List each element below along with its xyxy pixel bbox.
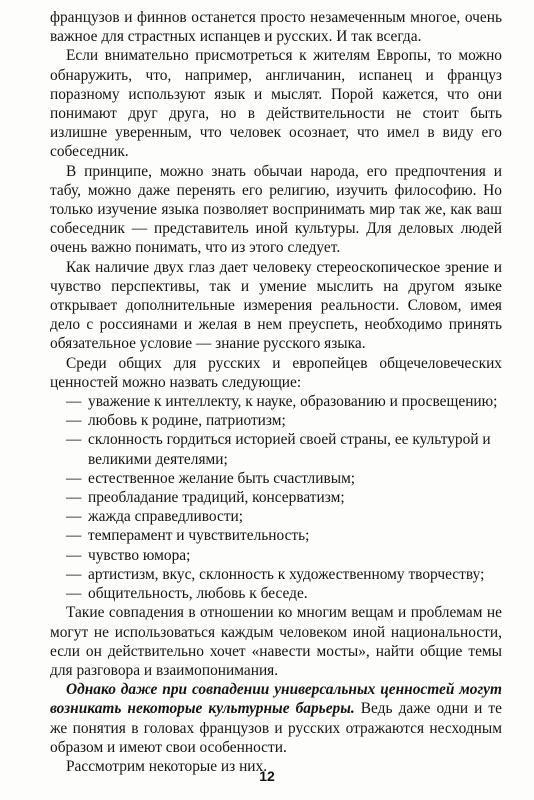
paragraph-emphasis [50, 680, 502, 757]
list-item: — артистизм, вкус, склонность к художественному творчеству; [66, 565, 485, 583]
values-list [50, 392, 502, 603]
paragraph-5: Среди общих для русских и европейцев общечеловеческих ценностей можно назвать следующие: [50, 354, 502, 391]
paragraph-2: Если внимательно присмотреться к жителям Европы, то можно обнаружить, что, например, англичанин, испанец и француз поразному используют язык и мыслят. Порой кажется, что они понимают друг друга, но в действительности не стоит быть излишне уверенным, что человек осознает, что имел в виду его собеседник. [50, 47, 502, 161]
list-item: — общительность, любовь к беседе. [66, 585, 308, 603]
list-item: — темперамент и чувствительность; [66, 527, 310, 545]
paragraph-last: Рассмотрим некоторые из них. [66, 757, 268, 775]
list-item: — преобладание традиций, консерватизм; [66, 489, 345, 507]
list-item: — естественное желание быть счастливым; [66, 469, 356, 487]
dash-marker: — [66, 489, 82, 507]
list-item: — чувство юмора; [66, 546, 191, 564]
dash-marker: — [66, 565, 82, 583]
page-body [50, 8, 502, 776]
paragraph-4: Как наличие двух глаз дает человеку стереоскопическое зрение и чувство перспективы, так и умение мыслить на другом языке открывает дополнительные измерения реальности. Словом, имея дело с россиянами и желая в нем преуспеть, необходимо принять обязательное условие — знание русского языка. [50, 258, 502, 353]
dash-marker: — [66, 527, 82, 545]
emphasis-continuation: Ведь даже одни и те же понятия в головах французов и русских отражаются несходным образом и имеют свои особенности. [50, 700, 502, 756]
dash-marker: — [66, 431, 82, 449]
paragraph-3: В принципе, можно знать обычаи народа, его предпочтения и табу, можно даже перенять его религию, изучить философию. Но только изучение языка позволяет воспринимать мир так же, как ваш собеседник — представитель иной культуры. Для деловых людей очень важно понимать, что из этого следует. [50, 162, 502, 257]
dash-marker: — [66, 508, 82, 526]
list-item: — уважение к интеллекту, к науке, образованию и просвещению; [66, 393, 498, 411]
paragraph-1: французов и финнов останется просто незамеченным многое, очень важное для страстных испанцев и русских. И так всегда. [50, 9, 502, 46]
dash-marker: — [66, 585, 82, 603]
list-item: — любовь к родине, патриотизм; [66, 412, 286, 430]
dash-marker: — [66, 469, 82, 487]
dash-marker: — [66, 412, 82, 430]
list-item: — склонность гордиться историей своей страны, ее культурой и великими деятелями; [66, 431, 491, 468]
page-number: 12 [259, 768, 275, 784]
paragraph-after-list: Такие совпадения в отношении ко многим вещам и проблемам не могут не использоваться каждым человеком иной национальности, если он действительно хочет «навести мосты», найти общие темы для разговора и взаимопонимания. [50, 604, 502, 679]
list-item: — жажда справедливости; [66, 508, 244, 526]
dash-marker: — [66, 393, 82, 411]
dash-marker: — [66, 546, 82, 564]
emphasis-text: Однако даже при совпадении универсальных ценностей могут возникать некоторые культурные барьеры. [50, 681, 502, 718]
